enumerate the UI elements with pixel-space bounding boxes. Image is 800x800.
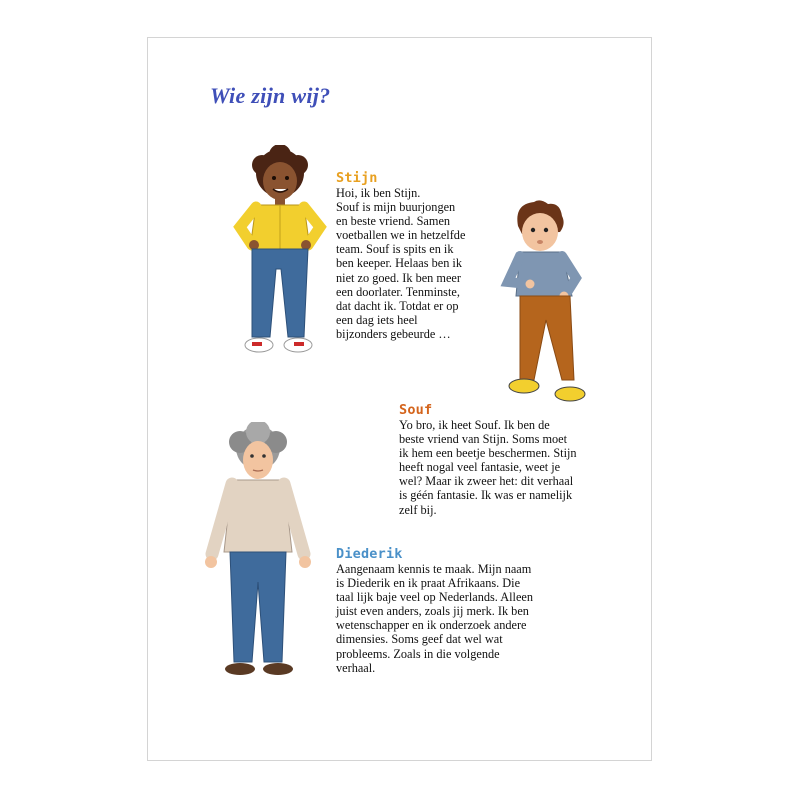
souf-pants — [520, 296, 574, 380]
souf-shoe-right — [555, 387, 585, 401]
stijn-jeans — [252, 249, 308, 337]
diederik-illustration — [200, 422, 315, 682]
diederik-name: Diederik — [336, 546, 403, 562]
diederik-jeans — [230, 552, 286, 662]
souf-bio: Yo bro, ik heet Souf. Ik ben de beste vriend van Stijn. Soms moet ik hem een beetje beschermen. Stijn heeft nogal veel fantasie, weet je wel? Maar ik zweer het: dit verhaal is géén fantasie. Ik was er namelijk zelf bij. — [399, 418, 577, 517]
diederik-face — [243, 441, 273, 479]
souf-name: Souf — [399, 402, 433, 418]
stijn-face — [263, 162, 297, 200]
stijn-bio: Hoi, ik ben Stijn. Souf is mijn buurjongen en beste vriend. Samen voetballen we in hetzelfde team. Souf is spits en ik ben keeper. Helaas ben ik niet zo goed. Ik ben meer een doorlater. Tenminste, dat dacht ik. Totdat er op een dag iets heel bijzonders gebeurde … — [336, 186, 466, 341]
souf-shoe-left — [509, 379, 539, 393]
souf-face — [522, 213, 558, 251]
page-title: Wie zijn wij? — [210, 83, 331, 108]
diederik-shoe-right — [263, 663, 293, 675]
diederik-shoe-left — [225, 663, 255, 675]
stijn-illustration — [230, 145, 330, 360]
souf-illustration — [500, 198, 590, 408]
diederik-bio: Aangenaam kennis te maak. Mijn naam is Diederik en ik praat Afrikaans. Die taal lijk baje veel op Nederlands. Alleen juist even anders, zoals jij merk. Ik ben wetenschapper en ik onderzoek andere dimensies. Soms geef dat wel wat probleems. Zoals in die volgende verhaal. — [336, 562, 534, 675]
stijn-name: Stijn — [336, 170, 378, 186]
